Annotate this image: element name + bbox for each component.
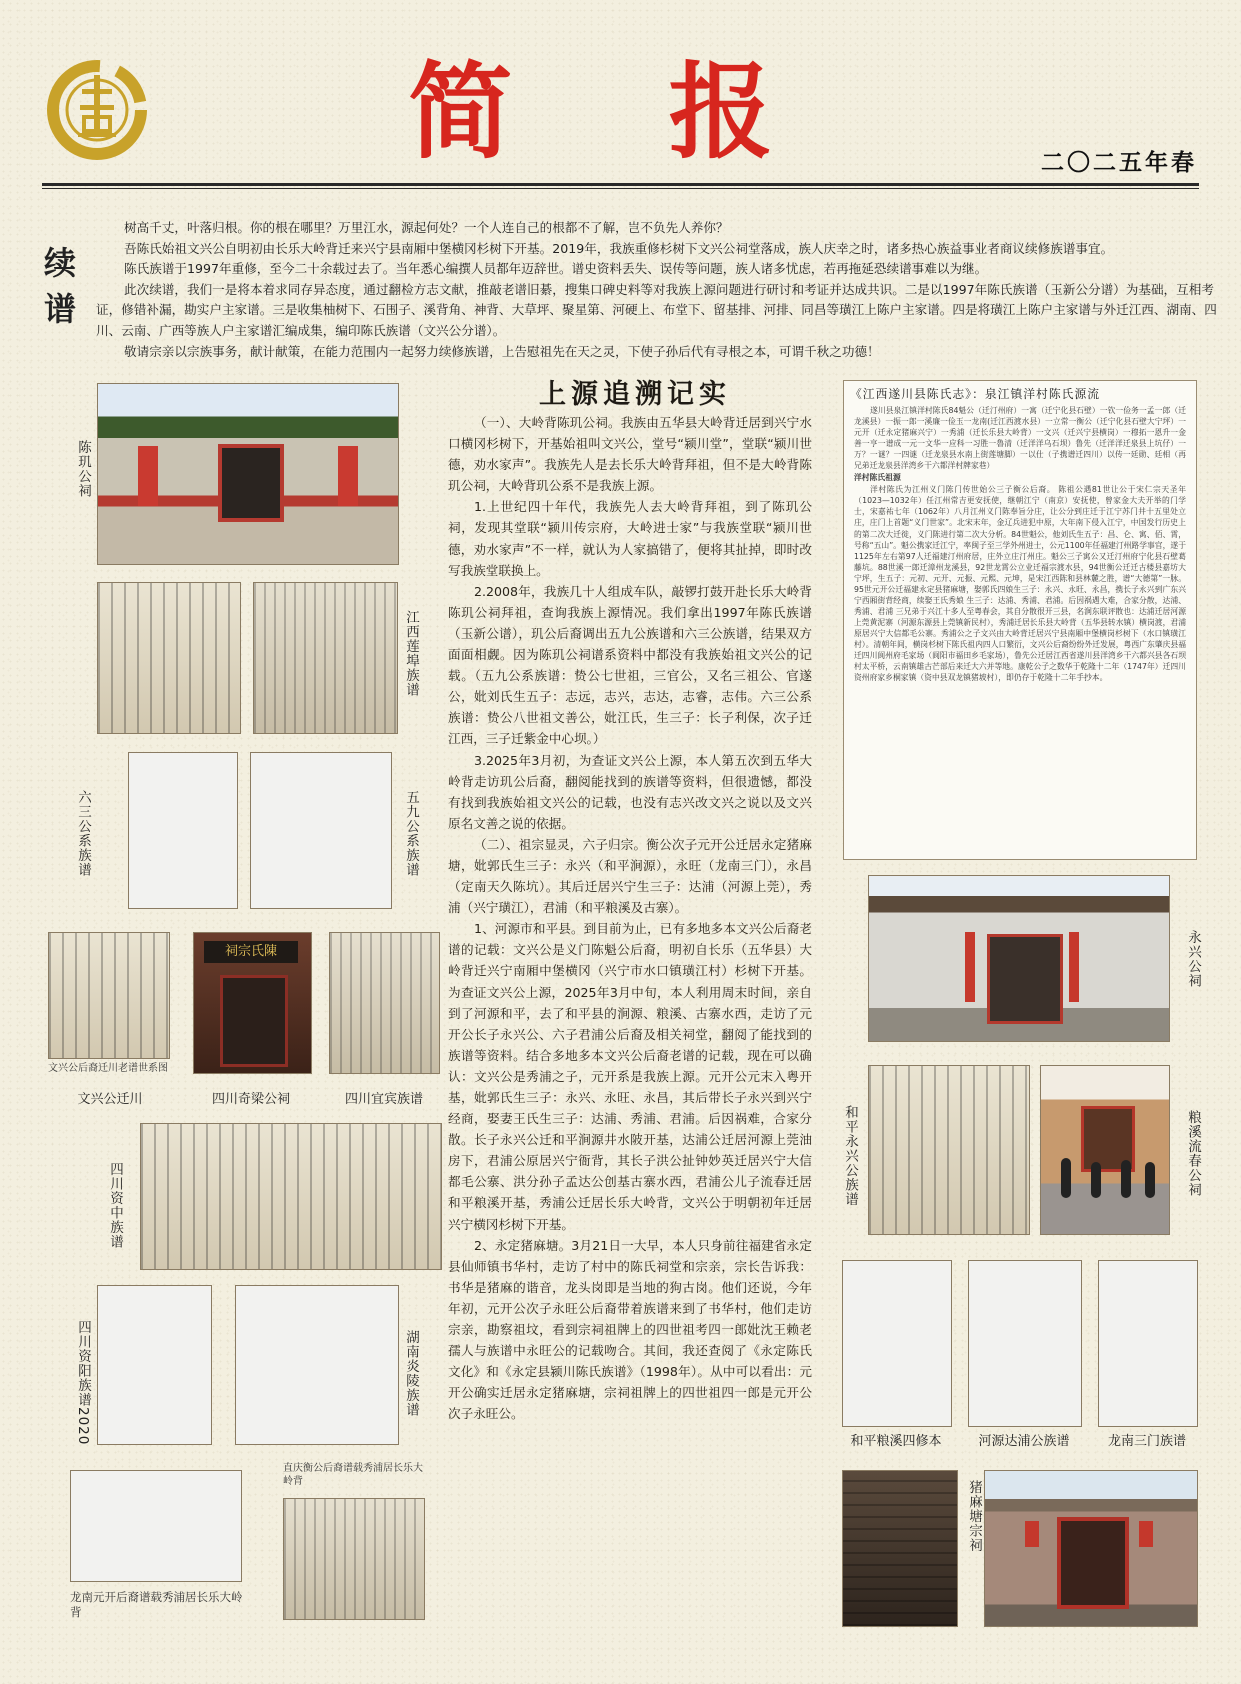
heping-yongxing-genealogy-photo xyxy=(868,1065,1030,1235)
article-paragraph: 1、河源市和平县。到目前为止，已有多地多本文兴公后裔老谱的记载：文兴公是义门陈魁公后裔，明初自长乐（五华县）大岭背迁兴宁南厢中堡横冈（兴宁市水口镇璜江村）杉树下开基。为查证文兴公上源，2025年3月中旬，本人利用周末时间，亲自到了河源和平，去了和平县的涧源、粮溪、古寨水西，走访了元开公长子永兴公、六子君浦公后裔及相关祠堂，翻阅了能找到的族谱等资料。结合多地多本文兴公后裔老谱的记载，现在可以确认：文兴公是秀浦之子，元开系是我族上源。元开公元末入粤开基，妣郭氏生三子：永兴、永旺、永昌，其后带长子永兴到兴宁经商，娶妻王氏生三子：达浦、秀浦、君浦。后因祸难，合家分散。长子永兴公迁和平涧源井水陂开基，达浦公迁居河源上莞油房下，君浦公原居兴宁衙背，其长子洪公扯钟妙英迁居兴宁大信都毛公寨、洪分孙子孟达公创基古寨水西，君浦公儿子流春迁居和平粮溪开基，秀浦公迁居长乐大岭背，文兴公于明朝初年迁居兴宁横冈杉树下开基。 xyxy=(448,921,812,1232)
zhixing-photo xyxy=(283,1498,425,1620)
yongxing-hall-photo xyxy=(868,875,1170,1042)
intro-paragraph: 此次续谱，我们一是将本着求同存异态度，通过翻检方志文献，推敲老谱旧綦，搜集口碑史料等对我族上源问题进行研讨和考证并达成共识。二是以1997年陈氏族谱（玉新公分谱）为基础，互相考证，修错补漏，勘实户主家谱。三是收集柚树下、石围子、溪背角、神背、大草坪、聚星第、河硬上、布堂下、留基排、河排、同昌等璜江上陈户主家谱。四是将璜江上陈户主家谱与外迁江西、湖南、四川、云南、广西等族人户主家谱汇编成集，编印陈氏族谱（文兴公分谱）。 xyxy=(96,281,1217,338)
photo-caption: 龙南三门族谱 xyxy=(1107,1434,1186,1449)
photo-caption: 河源达浦公族谱 xyxy=(978,1434,1070,1449)
sichuan-yibin-photo xyxy=(329,932,440,1074)
source-excerpt-box xyxy=(843,380,1197,860)
photo-caption: 江西莲埠族谱 xyxy=(403,610,419,697)
jiangxi-lianjia-book-left-photo xyxy=(97,582,241,734)
photo-caption: 文兴公迁川 xyxy=(77,1092,143,1107)
article-paragraph: 3.2025年3月初，为查证文兴公上源，本人第五次到五华大岭背走访玑公后裔，翻阅能找到的族谱等资料，但很遗憾，都没有找到我族始祖文兴公的记载，也没有志兴改文兴之说以及文兴原名文善之说的依据。 xyxy=(448,752,812,831)
header-divider-thin xyxy=(42,188,1199,189)
zhumatang-hall-photo xyxy=(984,1470,1198,1627)
photo-caption: 猪麻塘宗祠 xyxy=(966,1480,982,1553)
temple-sign: 祠宗氏陳 xyxy=(204,941,298,963)
intro-text xyxy=(96,218,1231,362)
sichuan-zizhong-photo xyxy=(140,1123,442,1270)
header-divider xyxy=(42,183,1199,186)
photo-caption: 粮溪流春公祠 xyxy=(1185,1110,1201,1197)
heping-liangxi-photo xyxy=(842,1260,952,1427)
source-excerpt-title: 《江西遂川县陈氏志》：泉江镇洋村陈氏源流 xyxy=(850,387,1101,401)
issue-date: 二〇二五年春 xyxy=(1041,149,1197,176)
article-paragraph: 2.2008年，我族几十人组成车队，敲锣打鼓开赴长乐大岭背陈玑公祠拜祖，查询我族上源情况。我们拿出1997年陈氏族谱（玉新公谱），玑公后裔调出五九公族谱和六三公族谱，结果双方面面相觑。因为陈玑公祠谱系资料中都没有我族始祖文兴公的记载。（五九公系族谱：贽公七世祖，三官公，又名三祖公、官遂公，妣刘氏生五子：志远，志兴，志达，志睿，志伟。六三公系族谱：贽公八世祖文善公，妣江氏，生三子：长子利保，次子迁江西，三子迁紫金中心坝。） xyxy=(448,583,812,747)
sixty-three-branch-photo xyxy=(128,752,238,909)
longnan-sanmen-photo xyxy=(1098,1260,1198,1427)
photo-caption: 永兴公祠 xyxy=(1185,930,1201,988)
tablet-photo xyxy=(842,1470,958,1627)
sichuan-qiliang-photo xyxy=(193,932,312,1074)
article-paragraph: （二）、祖宗显灵，六子归宗。衡公次子元开公迁居永定猪麻塘，妣郭氏生三子：永兴（和平涧源），永旺（龙南三门），永昌（定南天久陈坑）。其后迁居兴宁生三子：达浦（河源上莞），秀浦（兴宁璜江），君浦（和平粮溪及古寨）。 xyxy=(448,836,812,916)
photo-caption: 湖南炎陵族谱 xyxy=(403,1330,419,1417)
jiangxi-lianjia-book-right-photo xyxy=(253,582,398,734)
photo-caption: 四川资中族谱 xyxy=(107,1162,123,1249)
photo-caption: 陈玑公祠 xyxy=(75,440,91,498)
sichuan-ziyang-photo xyxy=(97,1285,212,1445)
photo-small-caption: 文兴公后裔迁川老谱世系图 xyxy=(48,1063,168,1074)
intro-paragraph: 敬请宗亲以宗族事务，献计献策，在能力范围内一起努力续修族谱，上告慰祖先在天之灵，下使子孙后代有寻根之本，可谓千秋之功德！ xyxy=(124,343,880,359)
hunan-yanling-photo xyxy=(235,1285,399,1445)
wenxing-migration-photo xyxy=(48,932,170,1059)
chenji-ancestral-hall-photo xyxy=(97,383,399,565)
photo-caption: 和平永兴公族谱 xyxy=(842,1105,858,1207)
source-excerpt-body xyxy=(854,405,1186,853)
photo-caption: 龙南元开后裔谱载秀浦居长乐大岭背 xyxy=(70,1590,243,1619)
page-title: 简 报 xyxy=(408,50,833,173)
photo-caption: 六三公系族谱 xyxy=(75,790,91,877)
photo-small-caption: 直庆衡公后裔谱载秀浦居长乐大岭背 xyxy=(283,1463,423,1487)
source-excerpt-paragraph: 洋村陈氏为江州义门陈门传世始公三子衡公后裔。 陈祖公遇81世让公于宋仁宗天圣年（1023—1032年）任江州常吉更安抚使，继朝江宁（南京）安抚使，曾家金大夫开举的门学士，宋嘉祐七年（1062年）八月江州义门陈奉旨分庄，让公分到庄迁于江宁苏门井十五里处立庄，庄门上首题“义门世家”。北宋末年，金辽兵进犯中原，大年南下侵入江宁，中国发行历史上的第二次大迁徙，义门陈进行第二次大分析。84世魁公，他刘氏生五子：昌、仑、寓、佰、霄，号称“五山”。魁公携家迁江宁，率闽子至三学外州进士，公元1100年任福建汀州路学事官，遂于1125年左右第97人迁福建汀州府居，庄外立庄汀州庄。魁公三子寓公又迁汀州府宁化县石壁葛藤坑。88世溪一郎迁漳州龙溪县，92世龙霄公立业迁福宗渡水县，94世衡公迁迁古楼县嘉坊大宁坪，生五子：元初、元开、元振、元熙、元坤，是宋江西陈和县林麓之胜，谱“大德第”一脉。95世元开公迁福建永定县猪麻塘，娶郭氏四娘生三子：永兴、永旺、永昌，携长子永兴到广东兴宁西厢街背经商，续娶王氏秀娘 生三子：达浦、秀浦、君浦。后因祸遇大难，合家分散，达浦、秀浦、君浦 三兄弟于兴江十多人至粤春会，其自分散很开三县，名涧东联评散也：达浦迁居河源上莞黄泥寨（河源东源县上莞镇新民村），秀浦迁居长乐县大岭背（五华县转水镇）横岗渡，君浦原居兴宁大信都毛公寨。秀浦公之子文兴由大岭背迁居兴宁县南厢中堡横岗杉树下（水口镇璜江村）。清朝年间，横岗杉树下陈氏祖内四人口繁衍，文兴公后裔纷纷外迁发展，粤西广东肇庆县福迁四川阆州府毛家场（阆阳市福田乡毛家场），鲁先公迁居江西省遂川县洋湾乡干六都兴县各石坝村太平桥，云南镇雄古芒部后来迁大六并等地。康乾公子之数华于乾隆十二年（1747年）迁四川资州府家乡桐家镇（资中县双龙镇猪坡村），即仍存于乾隆十二年手抄本。 xyxy=(854,485,1186,683)
intro-paragraph: 树高千丈，叶落归根。你的根在哪里？万里江水，源起何处？一个人连自己的根都不了解，岂不负先人养你？ xyxy=(124,220,729,235)
article-paragraph: 1.上世纪四十年代，我族先人去大岭背拜祖，到了陈玑公祠，发现其堂联“颍川传宗府，大岭进士家”与我族堂联“颍川世德，劝水家声”不一样，就认为人家搞错了，便将其扯掉，即时改写我族堂联换上。 xyxy=(448,499,812,578)
photo-caption: 五九公系族谱 xyxy=(403,790,419,877)
photo-caption: 四川资阳族谱2020 xyxy=(75,1320,91,1446)
source-excerpt-subtitle: 洋村陈氏祖源 xyxy=(854,473,901,483)
liangxi-liuchun-hall-photo xyxy=(1040,1065,1170,1235)
fifty-nine-branch-photo xyxy=(250,752,392,909)
article-paragraph: （一）、大岭背陈玑公祠。我族由五华县大岭背迁居到兴宁水口横冈杉树下，开基始祖叫文兴公，堂号“颍川堂”，堂联“颍川世德，劝水家声”。我族先人是去长乐大岭背拜祖，但不是大岭背陈玑公祠，大岭背玑公系不是我族上源。 xyxy=(448,415,812,494)
section-title-continue-genealogy: 续谱 xyxy=(44,244,77,328)
article-paragraph: 2、永定猪麻塘。3月21日一大早，本人只身前往福建省永定县仙师镇书华村，走访了村中的陈氏祠堂和宗亲，宗长告诉我：书华是猪麻的谐音，龙头岗即是当地的狗古岗。他们还说，今年年初，元开公次子永旺公后裔带着族谱来到了书华村，他们走访宗亲，勘察祖坟，看到宗祠祖牌上的四世祖考四一郎妣沈王赖老孺人与族谱中永旺公的记载吻合。其间，我还查阅了《永定陈氏文化》和《永定县颍川陈氏族谱》（1998年）。从中可以看出：元开公确实迁居永定猪麻塘，宗祠祖牌上的四世祖四一郎是元开公次子永旺公。 xyxy=(448,1237,812,1422)
heyuan-dapu-photo xyxy=(968,1260,1082,1427)
photo-caption: 四川宜宾族谱 xyxy=(344,1092,423,1107)
photo-caption: 四川奇梁公祠 xyxy=(211,1092,290,1107)
article-body xyxy=(448,412,812,1425)
intro-paragraph: 吾陈氏始祖文兴公自明初由长乐大岭背迁来兴宁县南厢中堡横冈杉树下开基。2019年，我族重修杉树下文兴公祠堂落成，族人庆幸之时，诸多热心族益事业者商议续修族谱事宜。 xyxy=(124,240,1114,256)
source-excerpt-paragraph: 遂川县泉江镇洋村陈氏84魁公（迁汀州府）一寓（迁宁化县石壁）一钦一俭务一孟一郎（迁龙溪县）一振一郎一溪廉一俭玉一龙南(迁江西渡水县）一立常一衡公（迁宁化县石壁大宁坪）一元开（迁永定猪麻兴宁）一秀浦（迁长乐县大岭背）一文兴（迁兴宁县横岗）一穆拓一恩升一金善一亨一谱成一元一文华一应科一习胜一魯清（迁洋洋乌石坝）鲁先（迁洋洋迁泉县上坑仔）一万？一谜？一四谜（迁龙泉县水南上街莲塘脚）一以仕（子携谱迁四川）以传一廷勋、廷相（再兄弟迁龙泉县洋湾乡干六都洋村牌家巷） xyxy=(854,406,1186,471)
longnan-yuankai-photo xyxy=(70,1470,242,1582)
article-title: 上源追溯记实 xyxy=(539,379,731,410)
photo-caption: 和平粮溪四修本 xyxy=(850,1434,942,1449)
intro-paragraph: 陈氏族谱于1997年重修，至今二十余载过去了。当年悉心编撰人员都年迈辞世。谱史资料丢失、误传等问题，族人诸多忧虑，若再拖延恐续谱事难以为继。 xyxy=(124,261,988,277)
